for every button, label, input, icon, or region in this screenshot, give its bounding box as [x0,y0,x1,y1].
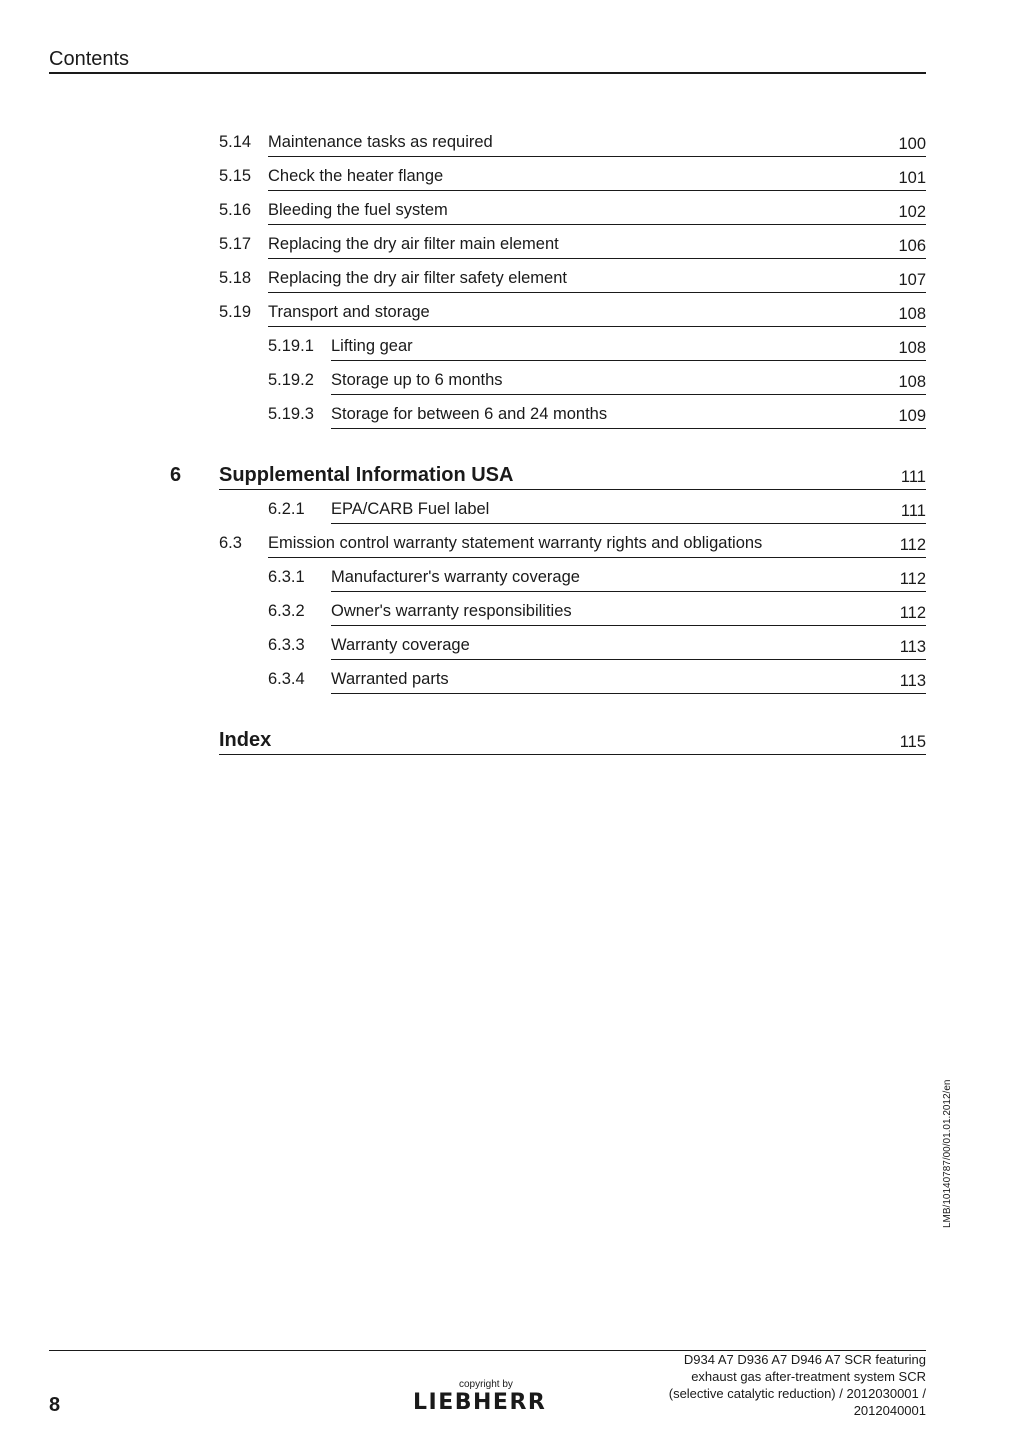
toc-entry-page[interactable]: 113 [899,638,926,656]
toc-entry-page[interactable]: 112 [899,536,926,554]
toc-entry-number: 6.3 [219,534,242,552]
toc-chapter-title[interactable]: Supplemental Information USA [219,464,514,486]
toc-entry-title[interactable]: EPA/CARB Fuel label [331,500,490,518]
toc-entry-rule [331,360,926,361]
toc-entry-number: 6.3.3 [268,636,305,654]
toc-entry-page[interactable]: 107 [898,271,926,289]
toc-entry-title[interactable]: Maintenance tasks as required [268,133,493,151]
toc-entry-rule [331,625,926,626]
copyright-label: copyright by [459,1379,513,1390]
toc-chapter-page[interactable]: 111 [900,468,926,486]
description-line: (selective catalytic reduction) / 2012030001 / [668,1386,926,1401]
toc-entry-rule [331,394,926,395]
toc-index-rule [219,754,926,755]
toc-entry-title[interactable]: Manufacturer's warranty coverage [331,568,580,586]
toc-entry-title[interactable]: Owner's warranty responsibilities [331,602,572,620]
toc-entry-number: 6.3.4 [268,670,305,688]
toc-chapter-number: 6 [170,464,182,486]
toc-entry-page[interactable]: 108 [898,339,926,357]
toc-entry-rule [268,156,926,157]
toc-entry-number: 6.3.1 [268,568,305,586]
header-title: Contents [49,48,130,70]
toc-index-title[interactable]: Index [219,729,272,751]
toc-entry-title[interactable]: Warranted parts [331,670,449,688]
toc-entry-rule [268,326,926,327]
toc-entry-number: 5.15 [219,167,252,185]
page-number: 8 [49,1394,61,1416]
header-divider [49,72,926,74]
toc-entry-number: 5.19.2 [268,371,314,389]
toc-entry-title[interactable]: Storage for between 6 and 24 months [331,405,608,423]
description-line: exhaust gas after-treatment system SCR [691,1369,926,1384]
toc-entry-page[interactable]: 112 [899,604,926,622]
toc-entry-page[interactable]: 106 [898,237,926,255]
toc-entry-page[interactable]: 111 [900,502,926,520]
toc-entry-title[interactable]: Replacing the dry air filter main element [268,235,559,253]
toc-entry-title[interactable]: Check the heater flange [268,167,444,185]
toc-entry-page[interactable]: 108 [898,305,926,323]
toc-entry-page[interactable]: 112 [899,570,926,588]
toc-entry-title[interactable]: Lifting gear [331,337,413,355]
toc-entry-number: 5.18 [219,269,252,287]
document-description [669,1351,926,1419]
toc-entry-number: 5.14 [219,133,252,151]
toc-entry-rule [268,258,926,259]
toc-entry-rule [331,693,926,694]
toc-entry-page[interactable]: 100 [898,135,926,153]
toc-entry-title[interactable]: Storage up to 6 months [331,371,503,389]
toc-entry-title[interactable]: Replacing the dry air filter safety element [268,269,567,287]
toc-entry-page[interactable]: 102 [898,203,926,221]
toc-entry-title[interactable]: Emission control warranty statement warranty rights and obligations [268,534,763,552]
toc-entry-number: 5.19 [219,303,252,321]
toc-entry-number: 5.16 [219,201,252,219]
toc-entry-rule [268,557,926,558]
toc-entry-number: 5.19.1 [268,337,314,355]
description-line: D934 A7 D936 A7 D946 A7 SCR featuring [683,1352,926,1367]
toc-entry-page[interactable]: 113 [899,672,926,690]
toc-entry-page[interactable]: 108 [898,373,926,391]
toc-chapter-rule [219,489,926,490]
toc-entry-title[interactable]: Warranty coverage [331,636,470,654]
toc-entry-page[interactable]: 109 [898,407,926,425]
toc-entry-rule [331,659,926,660]
toc-entry-rule [268,224,926,225]
toc-entry-title[interactable]: Transport and storage [268,303,430,321]
document-code: LMB/10140787/00/01.01.2012/en [942,1079,953,1228]
description-line: 2012040001 [853,1403,926,1418]
toc-entry-number: 5.17 [219,235,252,253]
toc-entry-title[interactable]: Bleeding the fuel system [268,201,448,219]
toc-entry-number: 6.3.2 [268,602,305,620]
toc-entry-rule [331,428,926,429]
toc-entry-page[interactable]: 101 [898,169,926,187]
toc-entry-number: 5.19.3 [268,405,314,423]
toc-index-page[interactable]: 115 [899,733,926,751]
liebherr-logo: LIEBHERR [413,1390,547,1415]
toc-entry-rule [268,190,926,191]
toc-entry-rule [331,523,926,524]
toc-entry-rule [268,292,926,293]
toc-entry-number: 6.2.1 [268,500,305,518]
toc-entry-rule [331,591,926,592]
